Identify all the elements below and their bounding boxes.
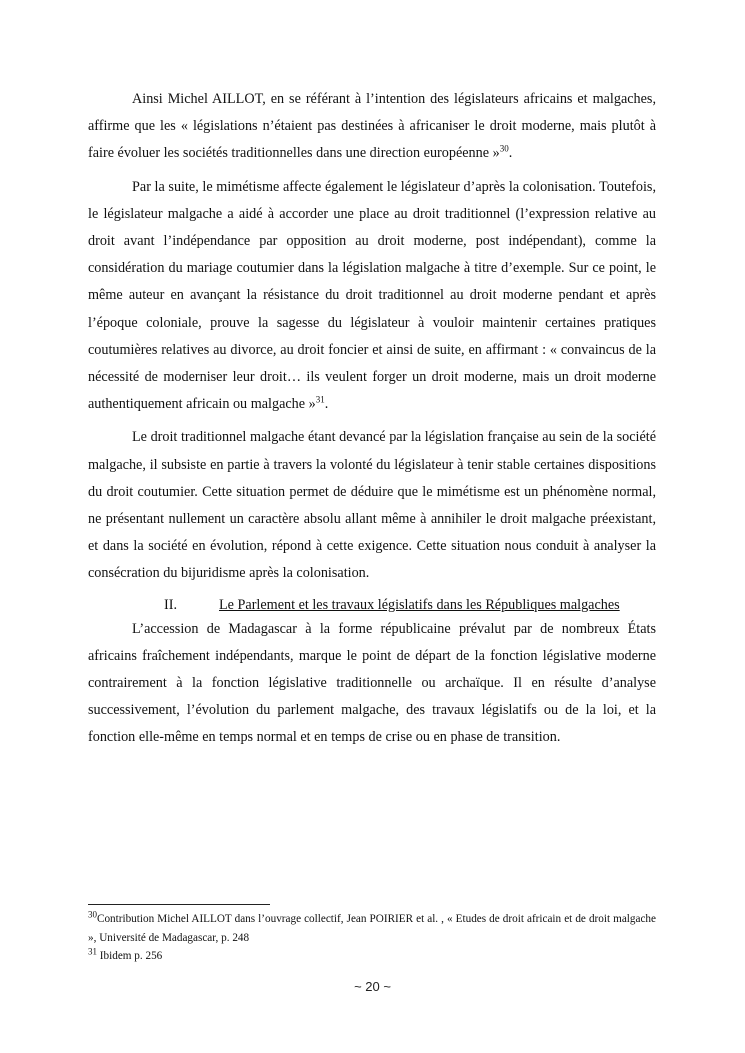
paragraph-2-end: . [324, 396, 329, 413]
section-number: II. [164, 596, 177, 613]
footnote-30 [88, 910, 656, 947]
footnote-31 [88, 947, 656, 966]
section-heading [88, 594, 656, 616]
footnote-ref-31[interactable]: 31 [315, 394, 325, 405]
paragraph-2-text: Par la suite, le mimétisme affecte également le législateur d’après la colonisation. Toutefois, le législateur malgache a aidé à accorder une place au droit traditionnel (l’expression relative au droit avant l’indépendance par opposition au droit moderne, post indépendant), comme la considération du mariage coutumier dans la législation malgache à titre d’exemple. Sur ce point, le même auteur en avançant la résistance du droit traditionnel au droit moderne pendant et après l’époque coloniale, prouve la sagesse du législateur à vouloir maintenir certaines pratiques coutumières relatives au divorce, au droit foncier et ainsi de suite, en affirmant : « convaincus de la nécessité de moderniser leur droit… ils veulent forger un droit moderne, mais un droit moderne authentiquement africain ou malgache » [88, 178, 656, 413]
paragraph-1-text: Ainsi Michel AILLOT, en se référant à l’intention des législateurs africains et malgaches, affirme que les « législations n’étaient pas destinées à africaniser le droit moderne, mais plutôt à faire évoluer les sociétés traditionnelles dans une direction européenne » [88, 91, 656, 162]
section-title: Le Parlement et les travaux législatifs dans les Républiques malgaches [219, 596, 620, 613]
page-number: ~ 20 ~ [354, 979, 391, 994]
paragraph-1 [88, 86, 656, 168]
footnote-30-text: Contribution Michel AILLOT dans l’ouvrage collectif, Jean POIRIER et al. , « Etudes de droit africain et de droit malgache », Université de Madagascar, p. 248 [88, 913, 656, 944]
paragraph-3: Le droit traditionnel malgache étant devancé par la législation française au sein de la société malgache, il subsiste en partie à travers la volonté du législateur à tenir stable certaines dispositions du droit coutumier. Cette situation permet de déduire que le mimétisme est un phénomène normal, ne présentant nullement un caractère absolu allant même à annihiler le droit malgache préexistant, et dans la société en évolution, répond à cette exigence. Cette situation nous conduit à analyser la consécration du bijuridisme après la colonisation. [88, 429, 656, 582]
footnote-ref-30[interactable]: 30 [499, 143, 509, 154]
footnote-marker-30: 30 [88, 909, 97, 920]
paragraph-1-end: . [508, 145, 513, 162]
footnotes [88, 910, 656, 966]
footnote-marker-31: 31 [88, 946, 97, 957]
body-text [88, 86, 656, 758]
footnote-separator [88, 904, 270, 905]
paragraph-2 [88, 174, 656, 419]
paragraph-4: L’accession de Madagascar à la forme républicaine prévalut par de nombreux États africains fraîchement indépendants, marque le point de départ de la fonction législative moderne contrairement à la fonction législative traditionnelle ou archaïque. Il en résulte d’analyse successivement, l’évolution du parlement malgache, des travaux législatifs ou de la loi, et la fonction elle-même en temps normal et en temps de crise ou en phase de transition. [88, 620, 656, 746]
footnote-31-text: Ibidem p. 256 [97, 950, 163, 962]
